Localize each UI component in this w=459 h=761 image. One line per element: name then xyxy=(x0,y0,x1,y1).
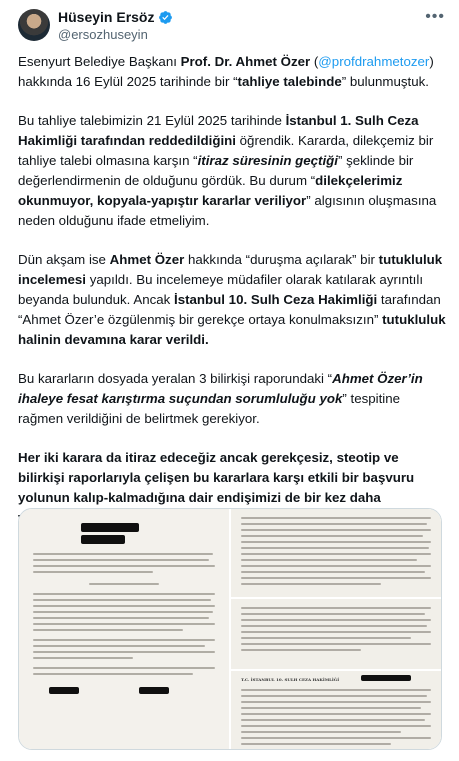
document-text-line xyxy=(241,625,427,627)
document-text-line xyxy=(33,605,215,607)
document-text-line xyxy=(241,637,411,639)
text: ( xyxy=(310,54,319,69)
document-text-line xyxy=(33,571,153,573)
paragraph-4 xyxy=(18,369,446,429)
document-text-line xyxy=(241,529,431,531)
text: yapıldı. Bu incelemeye müdafiler olarak katılarak ayrıntılı beyanda bulunduk. Ancak xyxy=(18,272,424,307)
document-images-right xyxy=(231,509,441,749)
redaction xyxy=(139,687,169,694)
text: ) hakkında 16 Eylül 2025 tarihinde bir “ xyxy=(18,54,434,89)
document-text-line xyxy=(33,553,213,555)
document-text-line xyxy=(241,619,431,621)
text: Dün akşam ise xyxy=(18,252,110,267)
more-options-icon[interactable]: ••• xyxy=(425,8,445,25)
document-text-line xyxy=(241,743,391,745)
document-text-line xyxy=(33,593,215,595)
document-text-line xyxy=(241,559,417,561)
text-bold: Her iki karara da itiraz edeceğiz ancak gerekçesiz, steotip ve bilirkişi raporlarıyla çelişen bu kararlara karşı etkili bir başvuru yolunun kalıp-kalmadığına dair endişimizi de bir kez daha xyxy=(18,450,415,505)
text: öğrendik. Kararda, dilekçemiz bir tahliye talebi olmasına karşın “ xyxy=(18,133,434,168)
text-bold-italic: Ahmet Özer’in ihaleye fesat karıştırma suçundan sorumluluğu yok xyxy=(18,371,423,406)
text: ” algısının oluşmasına neden olduğunu ifade etmeliyim. xyxy=(18,193,437,228)
document-text-line xyxy=(241,517,431,519)
document-text-line xyxy=(33,611,213,613)
document-text-line xyxy=(33,623,215,625)
paragraph-2 xyxy=(18,111,446,231)
document-text-line xyxy=(241,577,431,579)
document-text-line xyxy=(33,639,215,641)
text: ” tespitine rağmen verildiğini de belirtmek gerekiyor. xyxy=(18,391,401,426)
document-image-1[interactable] xyxy=(19,509,229,749)
text: Esenyurt Belediye Başkanı xyxy=(18,54,181,69)
document-text-line xyxy=(241,695,427,697)
document-text-line xyxy=(241,565,431,567)
tweet-text xyxy=(18,52,446,567)
document-image-4[interactable] xyxy=(231,671,441,749)
document-text-line xyxy=(241,643,431,645)
text: hakkında “duruşma açılarak” bir xyxy=(184,252,379,267)
text: tarafından “Ahmet Özer’e özgülenmiş bir gerekçe ortaya konulmaksızın” xyxy=(18,292,441,327)
mention-link[interactable]: @profdrahmetozer xyxy=(318,54,430,69)
author-handle[interactable]: @ersozhuseyin xyxy=(58,27,148,42)
document-text-line xyxy=(241,707,421,709)
document-text-line xyxy=(33,667,215,669)
author-avatar[interactable] xyxy=(18,9,50,41)
text-bold: tutukluluk halinin devamına karar verildi. xyxy=(18,312,446,347)
document-heading: T.C. İSTANBUL 10. SULH CEZA HAKİMLİĞİ xyxy=(241,677,340,682)
document-text-line xyxy=(241,731,401,733)
document-text-line xyxy=(89,583,159,585)
media-gallery[interactable] xyxy=(18,508,442,750)
document-text-line xyxy=(241,719,425,721)
text: ” şeklinde bir değerlendirmenin de olduğunu gördük. Bu durum “ xyxy=(18,153,414,188)
document-image-3[interactable] xyxy=(231,599,441,669)
document-text-line xyxy=(33,645,205,647)
document-text-line xyxy=(241,547,429,549)
document-text-line xyxy=(241,571,425,573)
author-name[interactable]: Hüseyin Ersöz xyxy=(58,9,155,25)
author-name-row xyxy=(58,9,173,25)
document-text-line xyxy=(33,617,209,619)
document-text-line xyxy=(241,737,431,739)
document-text-line xyxy=(241,613,425,615)
paragraph-1 xyxy=(18,52,446,92)
redaction xyxy=(81,523,139,532)
text-bold: İstanbul 1. Sulh Ceza Hakimliği tarafından reddedildiğini xyxy=(18,113,419,148)
document-text-line xyxy=(33,657,133,659)
document-text-line xyxy=(33,629,183,631)
text-bold: İstanbul 10. Sulh Ceza Hakimliği xyxy=(174,292,378,307)
text-bold: Ahmet Özer xyxy=(109,252,185,267)
text: Bu tahliye talebimizin 21 Eylül 2025 tarihinde xyxy=(18,113,286,128)
document-text-line xyxy=(33,559,209,561)
document-text-line xyxy=(241,541,431,543)
document-text-line xyxy=(33,599,211,601)
document-text-line xyxy=(241,725,431,727)
tweet-header xyxy=(0,0,459,40)
document-text-line xyxy=(241,607,431,609)
redaction xyxy=(49,687,79,694)
document-image-2[interactable] xyxy=(231,509,441,597)
document-text-line xyxy=(33,651,215,653)
document-text-line xyxy=(241,713,431,715)
paragraph-3 xyxy=(18,250,446,350)
redaction xyxy=(81,535,125,544)
text: Bu kararların dosyada yeralan 3 bilirkişi raporundaki “ xyxy=(18,371,333,386)
document-text-line xyxy=(241,523,427,525)
text: ” bulunmuştuk. xyxy=(341,74,429,89)
text-bold: dilekçelerimiz okunmuyor, kopyala-yapıştır kararlar veriliyor xyxy=(18,173,403,208)
verified-badge-icon xyxy=(158,10,173,25)
document-text-line xyxy=(241,535,423,537)
text-bold: Prof. Dr. Ahmet Özer xyxy=(180,54,311,69)
document-text-line xyxy=(241,553,431,555)
document-text-line xyxy=(241,649,361,651)
text-bold: tahliye talebinde xyxy=(237,74,342,89)
document-text-line xyxy=(33,565,215,567)
text-bold: tutukluluk incelemesi xyxy=(18,252,443,287)
document-text-line xyxy=(241,701,431,703)
document-text-line xyxy=(241,689,431,691)
text-bold-italic: itiraz süresinin geçtiği xyxy=(197,153,338,168)
document-text-line xyxy=(241,631,431,633)
redaction xyxy=(361,675,411,681)
document-text-line xyxy=(33,673,193,675)
document-text-line xyxy=(241,583,381,585)
